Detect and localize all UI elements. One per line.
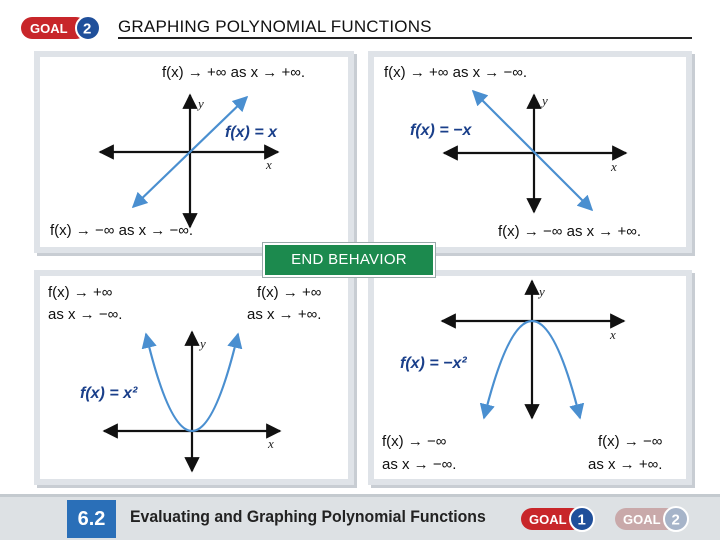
x-axis-label: x — [611, 159, 617, 174]
goal-2-label: GOAL — [623, 512, 661, 527]
x-axis-label: x — [610, 327, 616, 342]
right-behavior-line2: as x → +∞. — [247, 306, 322, 323]
behavior-left-caption: f(x) → +∞ as x → −∞. — [384, 64, 528, 81]
y-axis-label: y — [542, 93, 548, 108]
function-label: f(x) = −x² — [400, 355, 467, 372]
goal-2-number: 2 — [671, 511, 680, 529]
goal-1-label: GOAL — [529, 512, 567, 527]
function-label: f(x) = x — [225, 124, 278, 141]
behavior-right-caption: f(x) → +∞ as x → +∞. — [162, 64, 306, 81]
x-axis-label: x — [266, 157, 272, 172]
goal-label: GOAL — [30, 21, 68, 36]
goal-1-button[interactable] — [520, 505, 596, 533]
right-behavior-line1: f(x) → −∞ — [598, 433, 663, 450]
x-axis-label: x — [268, 436, 274, 451]
panel-quadratic-down — [374, 276, 686, 479]
end-behavior-label: END BEHAVIOR — [265, 245, 433, 275]
right-behavior-line1: f(x) → +∞ — [257, 284, 322, 301]
panel-linear-increasing — [40, 57, 348, 247]
panel-linear-decreasing — [374, 57, 686, 247]
left-behavior-line2: as x → −∞. — [48, 306, 123, 323]
goal-number: 2 — [83, 20, 92, 38]
y-axis-label: y — [539, 284, 545, 299]
right-behavior-line2: as x → +∞. — [588, 456, 663, 473]
y-axis-label: y — [198, 96, 204, 111]
goal-1-number: 1 — [577, 511, 586, 529]
footer-title: Evaluating and Graphing Polynomial Functions — [130, 507, 486, 526]
title-underline — [118, 37, 692, 39]
y-axis-label: y — [200, 336, 206, 351]
left-behavior-line1: f(x) → −∞ — [382, 433, 447, 450]
left-behavior-line1: f(x) → +∞ — [48, 284, 113, 301]
behavior-left-caption: f(x) → −∞ as x → −∞. — [50, 222, 194, 239]
goal-2-button[interactable] — [614, 505, 690, 533]
behavior-right-caption: f(x) → −∞ as x → +∞. — [498, 223, 642, 240]
function-label: f(x) = −x — [410, 122, 472, 139]
page-title: GRAPHING POLYNOMIAL FUNCTIONS — [118, 17, 432, 36]
panel-quadratic-up — [40, 276, 348, 479]
goal-2-badge — [20, 14, 102, 42]
graph-line-f-neg-x — [473, 91, 592, 210]
left-behavior-line2: as x → −∞. — [382, 456, 457, 473]
function-label: f(x) = x² — [80, 385, 138, 402]
section-number: 6.2 — [67, 500, 116, 538]
